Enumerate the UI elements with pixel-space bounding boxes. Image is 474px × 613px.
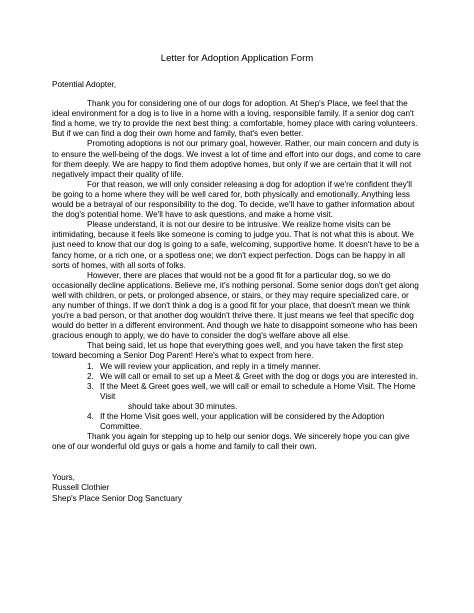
list-item <box>52 362 422 372</box>
organization-name: Shep's Place Senior Dog Sanctuary <box>52 493 182 503</box>
page-title: Letter for Adoption Application Form <box>160 53 314 64</box>
step-number: 3. <box>87 381 94 391</box>
list-item <box>52 412 422 432</box>
signature-block <box>52 473 422 503</box>
step-number: 4. <box>87 412 94 421</box>
step-text: We will call or email to set up a Meet & Greet with the dog or dogs you are interested in. <box>100 371 418 381</box>
signer-name: Russell Clothier <box>52 483 110 493</box>
steps-list <box>52 362 422 433</box>
paragraph-primary-goal: Promoting adoptions is not our primary goal, however. Rather, our main concern and duty is to ensure the well-being of the dogs. We invest a lot of time and effort into our dogs, and come to care for them deeply. We are happy to find them adoptive homes, but only if we are certain that it will not negatively impact their quality of life. <box>52 139 421 179</box>
salutation: Potential Adopter, <box>52 80 117 89</box>
step-number: 2. <box>87 371 94 381</box>
step-text: If the Home Visit goes well, your application will be considered by the Adoption Committee. <box>100 412 385 432</box>
paragraph-home-visit: Please understand, it is not our desire to be intrusive. We realize home visits can be intimidating, because it feels like someone is coming to judge you. That is not what this is about. We just need to know that our dog is going to a safe, welcoming, supportive home. It doesn't have to be a fancy home, or a rich one, or a spotless one; we don't expect perfection. Dogs can be happy in all sorts of homes, with all sorts of folks. <box>52 220 420 270</box>
step-text-continued: should take about 30 minutes. <box>128 401 238 411</box>
paragraph-release-reason: For that reason, we will only consider releasing a dog for adoption if we're confident they'll be going to a home where they will be well cared for, both physically and emotionally. Anything less would be a betrayal of our responsibility to the dog. To decide, we'll have to gather information about the dog's potential home. We'll have to ask questions, and make a home visit. <box>52 179 415 220</box>
paragraph-decline: However, there are places that would not be a good fit for a particular dog, so we do occasionally decline applications. Believe me, it's nothing personal. Some senior dogs don't get along well with children, or pets, or prolonged absence, or stairs, or they may require specialized care, or any number of things. If we don't think a dog is a good fit for your place, that doesn't mean we think you're a bad person, or that another dog wouldn't thrive there. It just means we feel that specific dog would do better in a different environment. And though we hate to disappoint someone who has been gracious enough to apply, we do have to consider the dog's welfare above all else. <box>52 270 419 341</box>
paragraph-closing: Thank you again for stepping up to help our senior dogs. We sincerely hope you can give one of our wonderful old guys or gals a home and family to call their own. <box>52 432 410 452</box>
paragraph-intro: Thank you for considering one of our dogs for adoption. At Shep's Place, we feel that the ideal environment for a dog is to live in a home with a loving, responsible family. If a senior dog can't find a home, we try to provide the next best thing: a comfortable, homey place with caring volunteers. But if we can find a dog their own home and family, that's even better. <box>52 99 418 139</box>
list-item <box>52 382 422 412</box>
list-item <box>52 372 422 382</box>
signoff: Yours, <box>52 473 75 483</box>
step-text: We will review your application, and reply in a timely manner. <box>100 361 321 371</box>
step-number: 1. <box>87 361 94 371</box>
paragraph-next-steps: That being said, let us hope that everything goes well, and you have taken the first step toward becoming a Senior Dog Parent! Here's what to expect from here. <box>52 341 403 361</box>
step-text: If the Meet & Greet goes well, we will call or email to schedule a Home Visit. The Home Visit <box>100 381 416 401</box>
